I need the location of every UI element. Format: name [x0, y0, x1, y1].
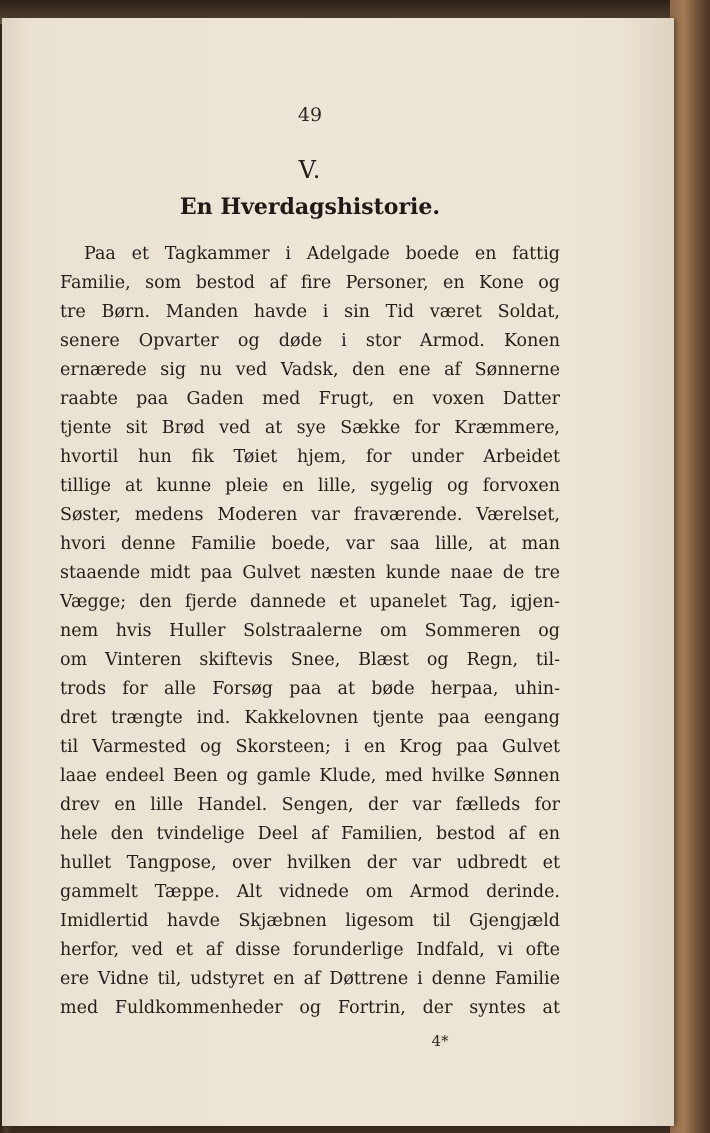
text-line: Imidlertid havde Skjæbnen ligesom til Gjengjæld: [60, 911, 560, 931]
book-cover-edge: [670, 0, 710, 1133]
text-line: herfor, ved et af disse forunderlige Indfald, vi ofte: [60, 940, 560, 960]
text-line: senere Opvarter og døde i stor Armod. Konen: [60, 331, 560, 351]
body-text: [60, 240, 560, 1023]
text-line: hvori denne Familie boede, var saa lille, at man: [60, 534, 560, 554]
text-line: ernærede sig nu ved Vadsk, den ene af Sønnerne: [60, 360, 560, 380]
text-line: gammelt Tæppe. Alt vidnede om Armod derinde.: [60, 882, 560, 902]
text-line: staaende midt paa Gulvet næsten kunde naae de tre: [60, 563, 560, 583]
text-line: ere Vidne til, udstyret en af Døttrene i denne Familie: [60, 969, 560, 989]
text-line: drev en lille Handel. Sengen, der var fælleds for: [60, 795, 560, 815]
text-line: Familie, som bestod af fire Personer, en Kone og: [60, 273, 560, 293]
page-number: 49: [297, 104, 323, 126]
text-line: laae endeel Been og gamle Klude, med hvilke Sønnen: [60, 766, 560, 786]
chapter-title: En Hverdagshistorie.: [179, 194, 441, 220]
text-line: med Fuldkommenheder og Fortrin, der syntes at: [60, 998, 560, 1018]
chapter-number: V.: [298, 156, 322, 184]
text-line: Paa et Tagkammer i Adelgade boede en fattig: [84, 244, 560, 264]
page-sheet: [2, 18, 674, 1126]
text-line: raabte paa Gaden med Frugt, en voxen Datter: [60, 389, 560, 409]
text-line: til Varmested og Skorsteen; i en Krog paa Gulvet: [60, 737, 560, 757]
printer-signature-mark: 4*: [431, 1032, 449, 1050]
text-line: trods for alle Forsøg paa at bøde herpaa, uhin-: [60, 679, 560, 699]
text-line: tre Børn. Manden havde i sin Tid været Soldat,: [60, 302, 560, 322]
text-line: dret trængte ind. Kakkelovnen tjente paa eengang: [60, 708, 560, 728]
text-line: tillige at kunne pleie en lille, sygelig og forvoxen: [60, 476, 560, 496]
text-line: om Vinteren skiftevis Snee, Blæst og Regn, til-: [60, 650, 560, 670]
text-line: Søster, medens Moderen var fraværende. Værelset,: [60, 505, 560, 525]
text-line: tjente sit Brød ved at sye Sække for Kræmmere,: [60, 418, 560, 438]
text-line: nem hvis Huller Solstraalerne om Sommeren og: [60, 621, 560, 641]
text-line: hullet Tangpose, over hvilken der var udbredt et: [60, 853, 560, 873]
text-line: Vægge; den fjerde dannede et upanelet Tag, igjen-: [60, 592, 560, 612]
text-line: hvortil hun fik Tøiet hjem, for under Arbeidet: [60, 447, 560, 467]
text-line: hele den tvindelige Deel af Familien, bestod af en: [60, 824, 560, 844]
